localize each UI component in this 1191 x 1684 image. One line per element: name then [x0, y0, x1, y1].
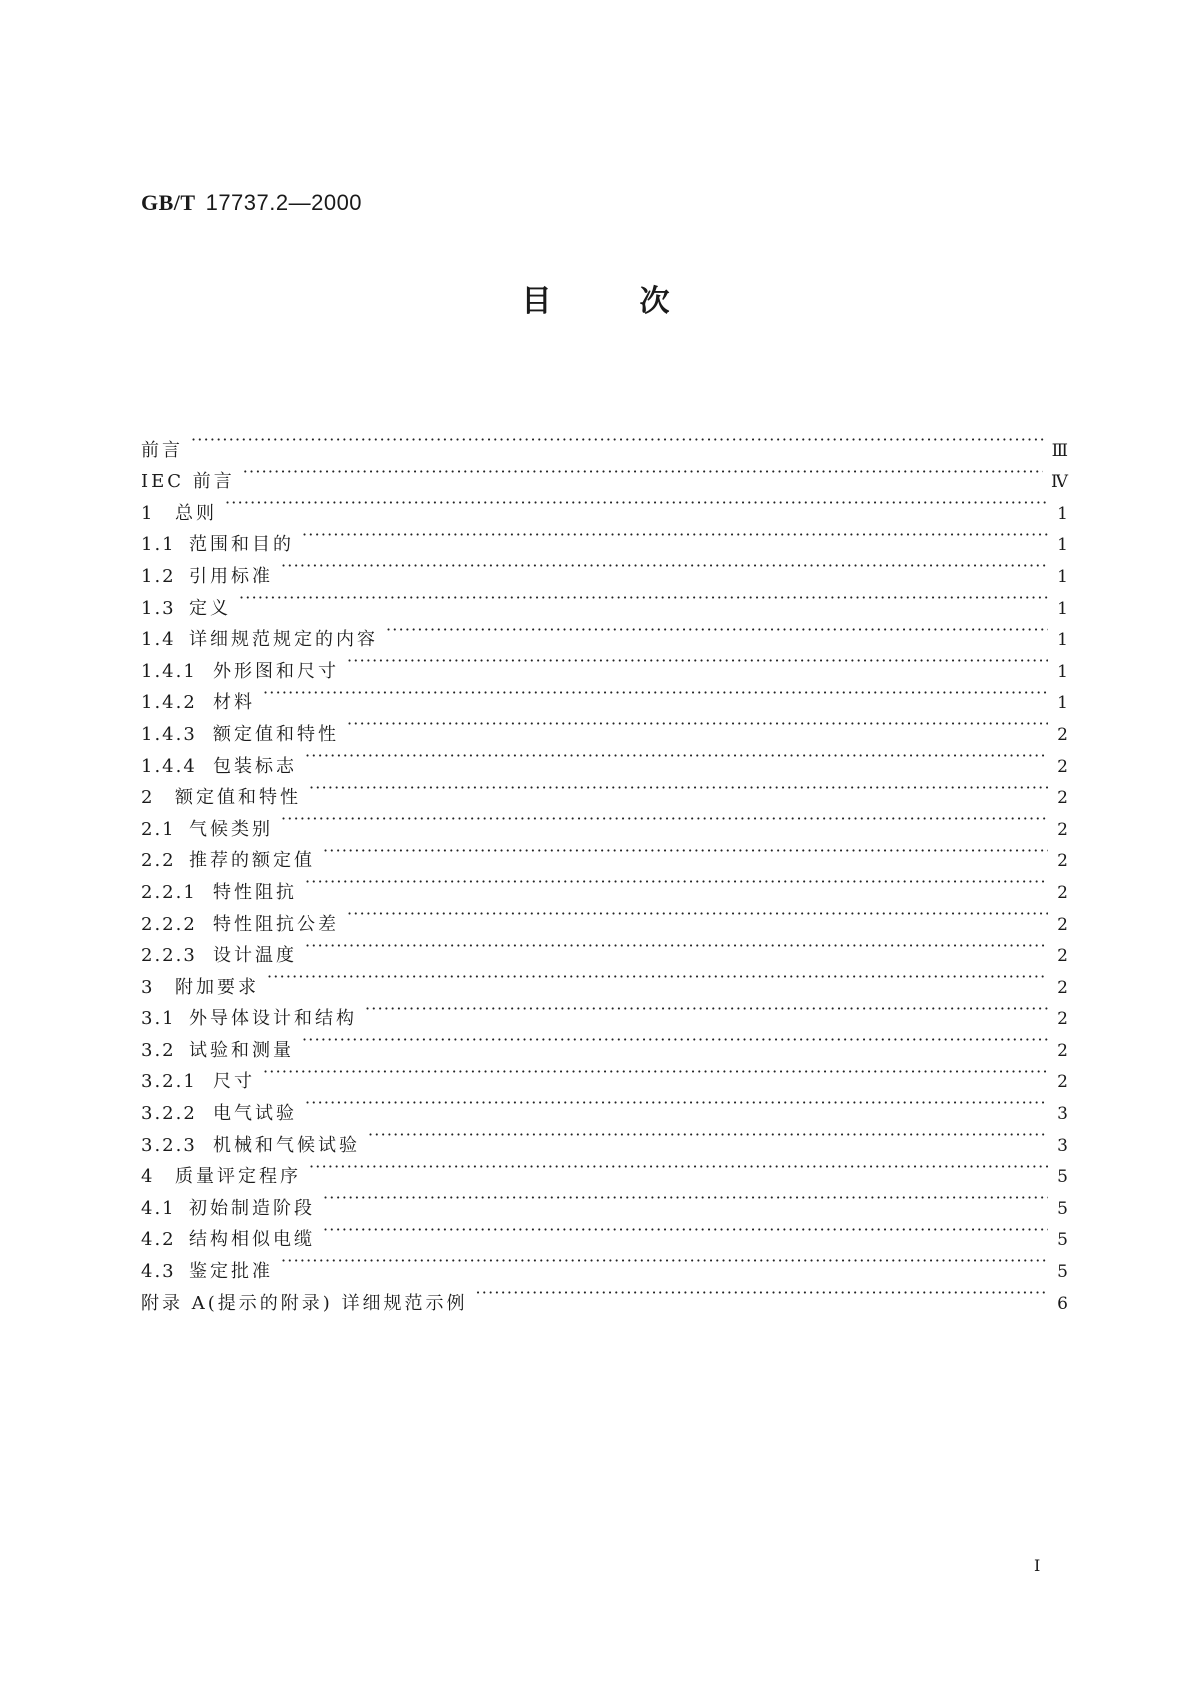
toc-entry-page: 1 — [1057, 598, 1068, 619]
toc-entry-title: 包装标志 — [213, 755, 297, 777]
toc-entry-number: 1.4.2 — [141, 692, 197, 714]
toc-entry-page: 2 — [1057, 977, 1068, 998]
toc-entry[interactable] — [141, 550, 1068, 587]
toc-entry-number: 3.2 — [141, 1039, 176, 1061]
standard-prefix: GB/T — [141, 190, 196, 215]
toc-dot-leader — [347, 645, 1048, 677]
toc-entry[interactable] — [141, 519, 1068, 556]
toc-entry-number: 4 — [141, 1166, 155, 1188]
toc-entry-page: 6 — [1057, 1293, 1068, 1314]
toc-entry-title: 范围和目的 — [189, 534, 294, 556]
toc-dot-leader — [347, 708, 1048, 740]
toc-entry-number: 3.2.3 — [141, 1134, 197, 1156]
toc-entry-title: 特性阻抗 — [213, 881, 297, 903]
toc-entry[interactable] — [141, 708, 1068, 745]
toc-dot-leader — [263, 1056, 1048, 1088]
toc-entry-page: 2 — [1057, 788, 1068, 809]
toc-dot-leader — [305, 740, 1048, 772]
toc-entry-title: 前言 — [141, 439, 183, 461]
toc-entry-title: 引用标准 — [189, 565, 273, 587]
toc-entry-title: 初始制造阶段 — [189, 1197, 315, 1219]
toc-dot-leader — [305, 930, 1048, 962]
toc-entry-page: 2 — [1057, 914, 1068, 935]
toc-dot-leader — [281, 1245, 1048, 1277]
toc-dot-leader — [309, 1151, 1048, 1183]
toc-entry-number: 2 — [141, 787, 155, 809]
toc-entry[interactable] — [141, 487, 1068, 524]
toc-entry[interactable] — [141, 614, 1068, 651]
toc-entry-title: 试验和测量 — [189, 1039, 294, 1061]
standard-number: 17737.2—2000 — [205, 190, 363, 215]
toc-entry-number: 2.2.2 — [141, 913, 197, 935]
toc-entry-page: 1 — [1057, 503, 1068, 524]
toc-entry-title: 质量评定程序 — [175, 1166, 301, 1188]
toc-dot-leader — [365, 993, 1048, 1025]
toc-entry-title: 设计温度 — [213, 945, 297, 967]
toc-entry-title: 总则 — [175, 502, 217, 524]
toc-dot-leader — [347, 898, 1048, 930]
toc-entry[interactable] — [141, 803, 1068, 840]
toc-entry-title: 定义 — [189, 597, 231, 619]
standard-code — [141, 190, 362, 216]
toc-entry-title: 鉴定批准 — [189, 1261, 273, 1283]
toc-entry-number: 1.1 — [141, 534, 176, 556]
toc-dot-leader — [263, 677, 1048, 709]
toc-dot-leader — [239, 582, 1048, 614]
toc-entry-page: 2 — [1057, 1072, 1068, 1093]
toc-entry-number: 3.1 — [141, 1008, 176, 1030]
toc-entry[interactable] — [141, 993, 1068, 1030]
toc-entry-title: IEC 前言 — [141, 471, 235, 493]
toc-dot-leader — [281, 550, 1048, 582]
toc-entry-number: 2.2 — [141, 850, 176, 872]
toc-entry[interactable] — [141, 835, 1068, 872]
toc-entry-title: 附加要求 — [175, 976, 259, 998]
toc-entry-page: 1 — [1057, 630, 1068, 651]
toc-entry-page: 2 — [1057, 724, 1068, 745]
toc-entry[interactable] — [141, 1245, 1068, 1283]
toc-entry[interactable] — [141, 424, 1068, 461]
toc-entry-page: 2 — [1057, 819, 1068, 840]
toc-entry-page: 2 — [1057, 1009, 1068, 1030]
toc-entry-title: 额定值和特性 — [175, 787, 301, 809]
toc-entry-page: 1 — [1057, 661, 1068, 682]
toc-entry-title: 附录 A(提示的附录) 详细规范示例 — [141, 1292, 468, 1314]
toc-dot-leader — [243, 456, 1043, 488]
toc-dot-leader — [267, 961, 1048, 993]
toc-entry[interactable] — [141, 1056, 1068, 1093]
toc-entry-page: 2 — [1057, 946, 1068, 967]
toc-dot-leader — [305, 866, 1048, 898]
toc-entry-title: 详细规范规定的内容 — [189, 629, 378, 651]
toc-entry-number: 1.4.3 — [141, 723, 197, 745]
toc-entry-page: 5 — [1057, 1167, 1068, 1188]
toc-dot-leader — [323, 1214, 1048, 1246]
toc-entry-page: 2 — [1057, 756, 1068, 777]
toc-dot-leader — [225, 487, 1048, 519]
toc-entry-title: 机械和气候试验 — [213, 1134, 360, 1156]
page-number: Ⅰ — [1034, 1556, 1041, 1575]
toc-entry-number: 3.2.1 — [141, 1071, 197, 1093]
toc-entry-page: 2 — [1057, 851, 1068, 872]
toc-entry-number: 1.2 — [141, 565, 176, 587]
toc-dot-leader — [305, 1087, 1048, 1119]
toc-entry-number: 4.2 — [141, 1229, 176, 1251]
toc-entry-page: 2 — [1057, 882, 1068, 903]
toc-entry-title: 尺寸 — [213, 1071, 255, 1093]
toc-entry-page: Ⅳ — [1051, 472, 1068, 493]
toc-entry-title: 推荐的额定值 — [189, 850, 315, 872]
toc-entry-title: 特性阻抗公差 — [213, 913, 339, 935]
toc-entry-page: 3 — [1057, 1104, 1068, 1125]
toc-entry-page: 5 — [1057, 1262, 1068, 1283]
toc-entry-number: 1.4.1 — [141, 660, 197, 682]
toc-dot-leader — [386, 614, 1048, 646]
toc-entry[interactable] — [141, 677, 1068, 714]
toc-entry-number: 2.2.1 — [141, 881, 197, 903]
toc-entry-page: Ⅲ — [1051, 440, 1068, 461]
toc-entry[interactable] — [141, 1277, 1068, 1314]
toc-dot-leader — [191, 424, 1044, 456]
toc-dot-leader — [368, 1119, 1048, 1151]
toc-dot-leader — [476, 1277, 1049, 1309]
toc-entry[interactable] — [141, 582, 1068, 619]
toc-entry-page: 3 — [1057, 1135, 1068, 1156]
toc-entry-title: 材料 — [213, 692, 255, 714]
toc-entry-number: 1.4 — [141, 629, 176, 651]
toc-entry-title: 额定值和特性 — [213, 723, 339, 745]
toc-entry-page: 5 — [1057, 1198, 1068, 1219]
page-title: 目次 — [521, 284, 758, 319]
toc-entry-number: 2.2.3 — [141, 945, 197, 967]
toc-entry[interactable] — [141, 456, 1068, 493]
toc-entry[interactable] — [141, 1087, 1068, 1125]
toc-dot-leader — [323, 1182, 1048, 1214]
toc-entry-number: 2.1 — [141, 818, 176, 840]
toc-entry-page: 5 — [1057, 1230, 1068, 1251]
toc-entry-number: 3.2.2 — [141, 1103, 197, 1125]
toc-entry-title: 外导体设计和结构 — [189, 1008, 357, 1030]
toc-entry-number: 1.3 — [141, 597, 176, 619]
toc-dot-leader — [302, 1024, 1048, 1056]
toc-entry-number: 3 — [141, 976, 155, 998]
toc-entry-number: 4.1 — [141, 1197, 176, 1219]
toc-entry-number: 1.4.4 — [141, 755, 197, 777]
toc-entry-title: 电气试验 — [213, 1103, 297, 1125]
toc-entry-page: 1 — [1057, 693, 1068, 714]
toc-entry-page: 2 — [1057, 1040, 1068, 1061]
toc-entry[interactable] — [141, 961, 1068, 998]
toc-entry-page: 1 — [1057, 566, 1068, 587]
toc-entry-page: 1 — [1057, 535, 1068, 556]
toc-dot-leader — [323, 835, 1048, 867]
toc-dot-leader — [281, 803, 1048, 835]
table-of-contents — [141, 424, 1068, 1314]
toc-entry-title: 结构相似电缆 — [189, 1229, 315, 1251]
toc-entry-number: 4.3 — [141, 1261, 176, 1283]
toc-entry-title: 气候类别 — [189, 818, 273, 840]
toc-dot-leader — [302, 519, 1048, 551]
toc-entry-title: 外形图和尺寸 — [213, 660, 339, 682]
toc-dot-leader — [309, 772, 1048, 804]
toc-entry-number: 1 — [141, 502, 155, 524]
